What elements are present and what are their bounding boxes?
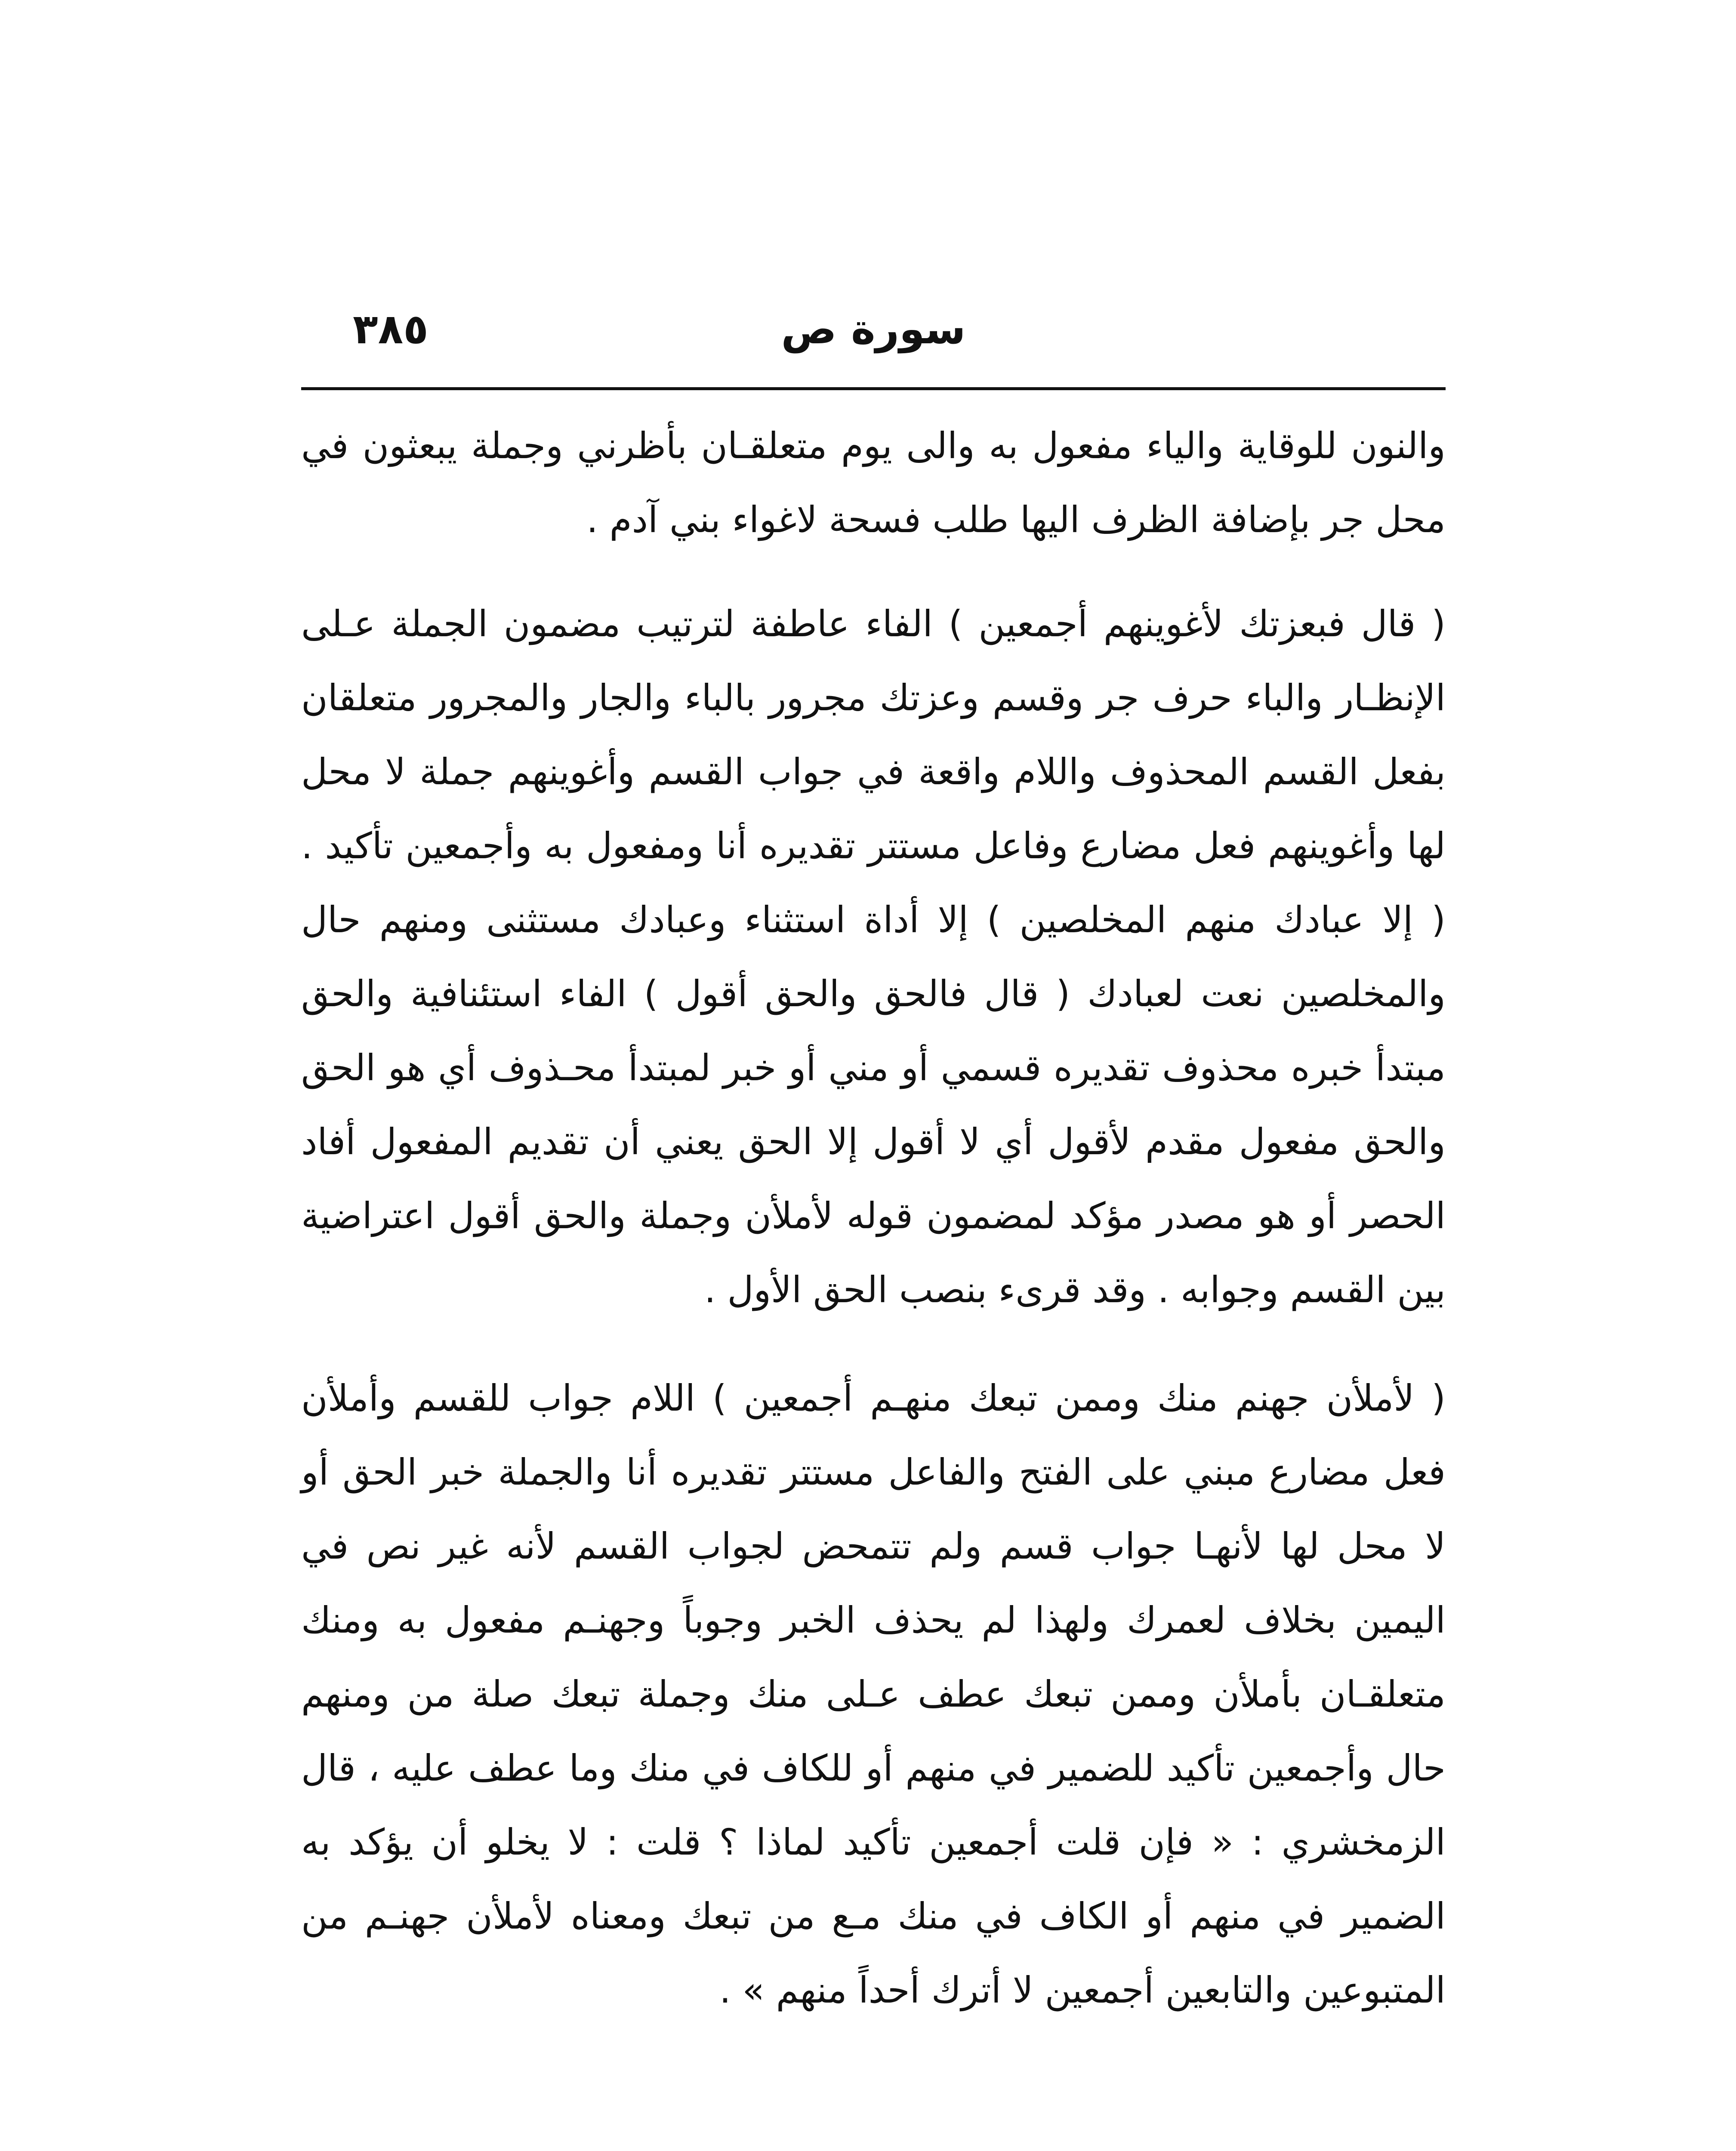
surah-title: سورة ص (781, 305, 966, 353)
page-body (301, 409, 1446, 2027)
paragraph: والنون للوقاية والياء مفعول به والى يوم متعلقـان بأظرني وجملة يبعثون في محل جر بإضافة الظرف اليها طلب فسحة لاغواء بني آدم . (301, 425, 1446, 541)
header-rule (301, 387, 1446, 390)
paragraph: ( قال فبعزتك لأغوينهم أجمعين ) الفاء عاطفة لترتيب مضمون الجملة عـلى الإنظـار والباء حرف جر وقسم وعزتك مجرور بالباء والجار والمجرور متعلقان بفعل القسم المحذوف واللام واقعة في جواب القسم وأغوينهم جملة لا محل لها وأغوينهم فعل مضارع وفاعل مستتر تقديره أنا ومفعول به وأجمعين تأكيد . ( إلا عبادك منهم المخلصين ) إلا أداة استثناء وعبادك مستثنى ومنهم حال والمخلصين نعت لعبادك ( قال فالحق والحق أقول ) الفاء استئنافية والحق مبتدأ خبره محذوف تقديره قسمي أو مني أو خبر لمبتدأ محـذوف أي هو الحق والحق مفعول مقدم لأقول أي لا أقول إلا الحق يعني أن تقديم المفعول أفاد الحصر أو هو مصدر مؤكد لمضمون قوله لأملأن وجملة والحق أقول اعتراضية بين القسم وجوابه . وقد قرىء بنصب الحق الأول . (301, 603, 1446, 1311)
paragraph: ( لأملأن جهنم منك وممن تبعك منهـم أجمعين ) اللام جواب للقسم وأملأن فعل مضارع مبني على الفتح والفاعل مستتر تقديره أنا والجملة خبر الحق أو لا محل لها لأنهـا جواب قسم ولم تتمحض لجواب القسم لأنه غير نص في اليمين بخلاف لعمرك ولهذا لم يحذف الخبر وجوباً وجهنـم مفعول به ومنك متعلقـان بأملأن وممن تبعك عطف عـلى منك وجملة تبعك صلة من ومنهم حال وأجمعين تأكيد للضمير في منهم أو للكاف في منك وما عطف عليه ، قال الزمخشري : « فإن قلت أجمعين تأكيد لماذا ؟ قلت : لا يخلو أن يؤكد به الضمير في منهم أو الكاف في منك مـع من تبعك ومعناه لأملأن جهنـم من المتبوعين والتابعين أجمعين لا أترك أحداً منهم » . (301, 1377, 1446, 2011)
page-number: ٣٨٥ (353, 305, 429, 353)
page-header (301, 297, 1446, 361)
